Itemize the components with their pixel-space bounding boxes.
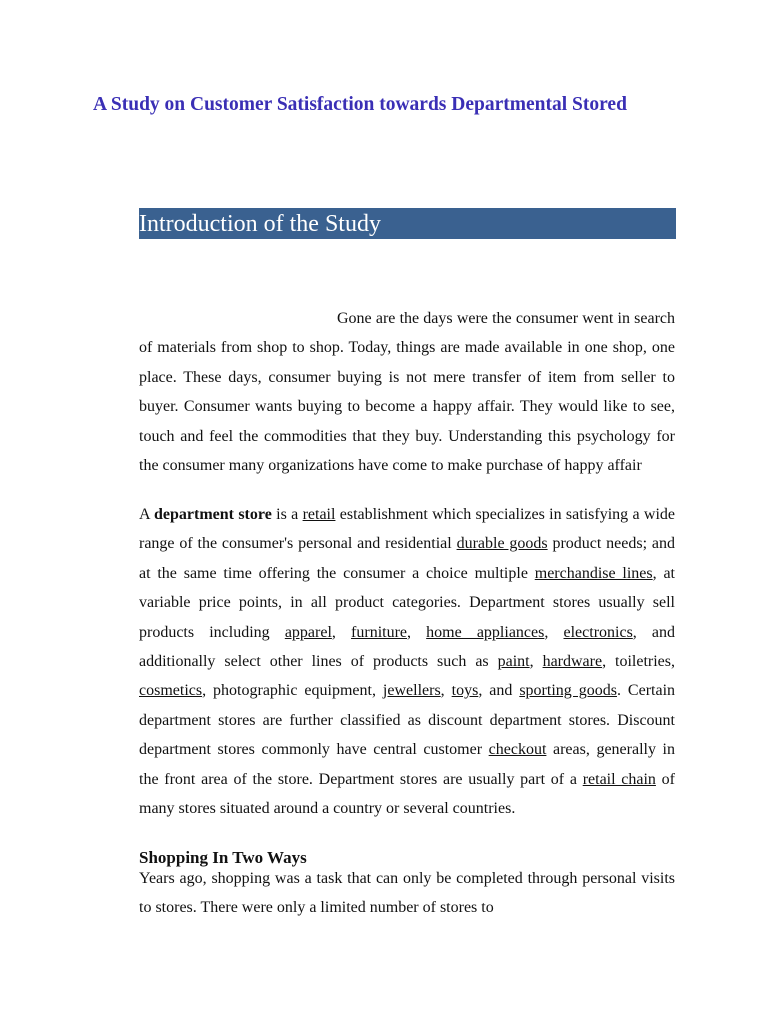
link-electronics[interactable]: electronics <box>563 623 633 641</box>
shopping-paragraph: Years ago, shopping was a task that can only be completed through personal visits to stores. There were only a limited number of stores to <box>139 870 675 917</box>
document-title: A Study on Customer Satisfaction towards Departmental Stored <box>93 94 627 115</box>
link-merchandise-lines[interactable]: merchandise lines <box>534 564 653 582</box>
link-checkout[interactable]: checkout <box>488 741 547 759</box>
text-run: areas, generally in the front area of the store. Department stores are usually part of a <box>139 741 676 788</box>
text-run: , <box>440 682 452 700</box>
text-run: , <box>544 623 564 641</box>
text-run: , at variable price points, in all product categories. Department stores usually sell products including <box>139 564 676 641</box>
link-home-appliances[interactable]: home appliances <box>426 623 545 641</box>
link-furniture[interactable]: furniture <box>351 623 408 641</box>
text-run: is a <box>271 506 303 523</box>
link-durable-goods[interactable]: durable goods <box>456 535 548 553</box>
text-run: . Certain department stores are further classified as discount department stores. Discount department stores commonly have central customer <box>139 682 676 759</box>
text-run: A <box>139 506 155 523</box>
text-run: , and <box>478 682 520 700</box>
text-run: product needs; and at the same time offering the consumer a choice multiple <box>139 535 675 582</box>
link-retail-chain[interactable]: retail chain <box>582 770 656 788</box>
link-paint[interactable]: paint <box>497 653 530 671</box>
text-run: , <box>529 653 543 671</box>
text-run: establishment which specializes in satisfying a wide range of the consumer's personal and residential <box>139 506 676 553</box>
link-hardware[interactable]: hardware <box>542 653 603 671</box>
text-run: , <box>407 623 427 641</box>
text-run: , <box>331 623 352 641</box>
link-retail[interactable]: retail <box>302 506 336 523</box>
link-toys[interactable]: toys <box>451 682 479 700</box>
text-run: , and additionally select other lines of products such as <box>139 623 676 671</box>
text-run: , toiletries, <box>602 653 676 671</box>
link-apparel[interactable]: apparel <box>284 623 332 641</box>
text-run: , photographic equipment, <box>202 682 383 700</box>
department-store-paragraph <box>139 500 675 823</box>
text-run: of many stores situated around a country or several countries. <box>139 770 675 818</box>
link-cosmetics[interactable]: cosmetics <box>139 682 203 700</box>
section-heading-introduction: Introduction of the Study <box>139 208 676 239</box>
link-jewellers[interactable]: jewellers <box>382 682 441 700</box>
link-sporting-goods[interactable]: sporting goods <box>519 682 617 700</box>
section-heading-shopping: Shopping In Two Ways <box>139 848 307 867</box>
intro-paragraph: Gone are the days were the consumer went in search of materials from shop to shop. Today, things are made available in one shop, one place. These days, consumer buying is not mere transfer of item from seller to buyer. Consumer wants buying to become a happy affair. They would like to see, touch and feel the commodities that they buy. Understanding this psychology for the consumer many organizations have come to make purchase of happy affair <box>139 310 675 475</box>
bold-term-department-store: department store <box>154 506 272 523</box>
